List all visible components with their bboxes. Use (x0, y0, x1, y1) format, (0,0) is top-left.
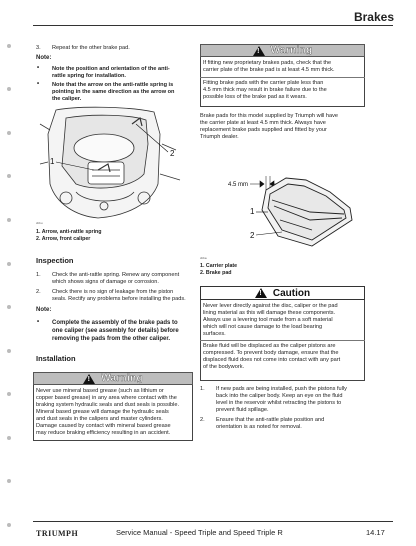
step-number: 3. (36, 45, 41, 51)
warning-banner (200, 44, 365, 57)
step-text: orientation is as noted for removal. (216, 424, 302, 430)
warning-text: may reduce braking efficiency resulting in an accident. (36, 430, 171, 436)
bullet-dot: • (37, 319, 40, 325)
box-divider (200, 340, 365, 341)
body-text: Brake pads for this model supplied by Triumph will have (200, 113, 339, 119)
callout-1: 1 (250, 207, 255, 216)
section-title: Brakes (353, 10, 394, 24)
page-number: 14.17 (366, 528, 385, 537)
bullet-dot: • (37, 81, 40, 87)
binder-hole (7, 349, 11, 353)
binder-hole (7, 131, 11, 135)
note-text: Note that the arrow on the anti-rattle spring is (52, 82, 174, 88)
warning-text: braking system hydraulic seals and dust seals is possible. (36, 402, 180, 408)
caution-text: displaced fluid does not come into contact with any part (203, 357, 341, 363)
binder-hole (7, 523, 11, 527)
note-text: rattle spring for installation. (52, 73, 126, 79)
step-text: level in the reservoir whilst retracting the pistons to (216, 400, 342, 406)
note-text: Note the position and orientation of the anti- (52, 66, 170, 72)
body-text: the carrier plate at least 4.5 mm thick. Always have (200, 120, 326, 126)
warning-text: carrier plate of the brake pad is at least 4.5 mm thick. (203, 67, 335, 73)
binder-hole (7, 392, 11, 396)
step-text: Check there is no sign of leakage from the piston (52, 289, 174, 295)
binder-hole (7, 436, 11, 440)
step-number: 1. (200, 386, 205, 392)
caution-label: Caution (272, 287, 311, 299)
warning-label: Warning (101, 373, 143, 384)
step-text: which shows signs of damage or corrosion. (52, 279, 159, 285)
step-number: 1. (36, 272, 41, 278)
warning-banner (33, 372, 193, 385)
warning-text: Never use mineral based grease (such as lithium or (36, 388, 164, 394)
note-label: Note: (36, 55, 52, 61)
box-divider (200, 77, 365, 78)
caution-text: Always use a levering tool made from a soft material (203, 317, 333, 323)
dimension-label: 4.5 mm (228, 182, 249, 188)
note-text: removing the pads from the other caliper. (52, 336, 171, 342)
section-heading-inspection: Inspection (36, 256, 74, 265)
triumph-logo: TRIUMPH (36, 529, 79, 538)
binder-hole (7, 262, 11, 266)
binder-hole (7, 87, 11, 91)
caution-text: of the bodywork. (203, 364, 245, 370)
caution-text: compressed. To prevent body damage, ensure that the (203, 350, 339, 356)
step-text: Ensure that the anti-rattle plate position and (216, 417, 325, 423)
manual-title: Service Manual - Speed Triple and Speed Triple R (116, 528, 283, 537)
step-text: Repeat for the other brake pad. (52, 45, 130, 51)
warning-text: and dust seals in the calipers and master cylinders. (36, 416, 163, 422)
binder-hole (7, 218, 11, 222)
figure-legend-1: 1. Arrow, anti-rattle spring (36, 229, 102, 235)
warning-text: If fitting new proprietary brakes pads, check that the (203, 60, 332, 66)
caution-text: lining material as this will damage these components. (203, 310, 336, 316)
body-text: replacement brake pads supplied and fitted by your (200, 127, 327, 133)
callout-1: 1 (50, 157, 55, 166)
warning-text: Mineral based grease will damage the hydraulic seals (36, 409, 169, 415)
binder-hole (7, 44, 11, 48)
step-text: seals. Rectify any problems before installing the pads. (52, 296, 186, 302)
step-text: prevent fluid spillage. (216, 407, 269, 413)
warning-label: Warning (270, 45, 313, 56)
caution-text: surfaces. (203, 331, 226, 337)
warning-text: Damage caused by contact with mineral based grease (36, 423, 171, 429)
figure-legend-2: 2. Arrow, front caliper (36, 236, 91, 242)
warning-text: possible loss of the brake pad as it wears. (203, 94, 307, 100)
step-number: 2. (200, 417, 205, 423)
caution-triangle-icon (255, 288, 267, 298)
bullet-dot: • (37, 65, 40, 71)
caution-text: which will not cause damage to the load bearing (203, 324, 323, 330)
brake-pad-figure (200, 150, 380, 262)
caution-text: Never lever directly against the disc, caliper or the pad (203, 303, 338, 309)
note-label: Note: (36, 307, 52, 313)
section-heading-installation: Installation (36, 354, 76, 363)
step-text: back into the caliper body. Keep an eye on the fluid (216, 393, 343, 399)
note-text: pointing in the same direction as the arrow on (52, 89, 175, 95)
step-text: Check the anti-rattle spring. Renew any component (52, 272, 180, 278)
binder-hole (7, 305, 11, 309)
figure-legend-1: 1. Carrier plate (200, 263, 238, 269)
note-text: Complete the assembly of the brake pads to (52, 320, 178, 326)
callout-2: 2 (170, 149, 175, 158)
body-text: Triumph dealer. (200, 134, 239, 140)
warning-text: Fitting brake pads with the carrier plate less than (203, 80, 324, 86)
warning-triangle-icon (83, 374, 95, 384)
warning-text: 4.5 mm thick may result in brake failure due to the (203, 87, 327, 93)
binder-hole (7, 174, 11, 178)
note-text: one caliper (see assembly for details) before (52, 328, 179, 334)
figure-id: cbba (200, 256, 207, 260)
header-rule (33, 25, 393, 26)
caliper-figure (36, 104, 186, 226)
callout-2: 2 (250, 231, 255, 240)
step-number: 2. (36, 289, 41, 295)
note-text: the caliper. (52, 96, 82, 102)
caution-banner (200, 286, 365, 300)
figure-id: cbbu (36, 221, 43, 225)
figure-legend-2: 2. Brake pad (200, 270, 232, 276)
binder-hole (7, 479, 11, 483)
warning-triangle-icon (253, 46, 265, 56)
step-text: If new pads are being installed, push the pistons fully (216, 386, 347, 392)
caution-text: Brake fluid will be displaced as the caliper pistons are (203, 343, 336, 349)
warning-text: copper based grease) in any area where contact with the (36, 395, 177, 401)
footer-rule (33, 521, 393, 522)
